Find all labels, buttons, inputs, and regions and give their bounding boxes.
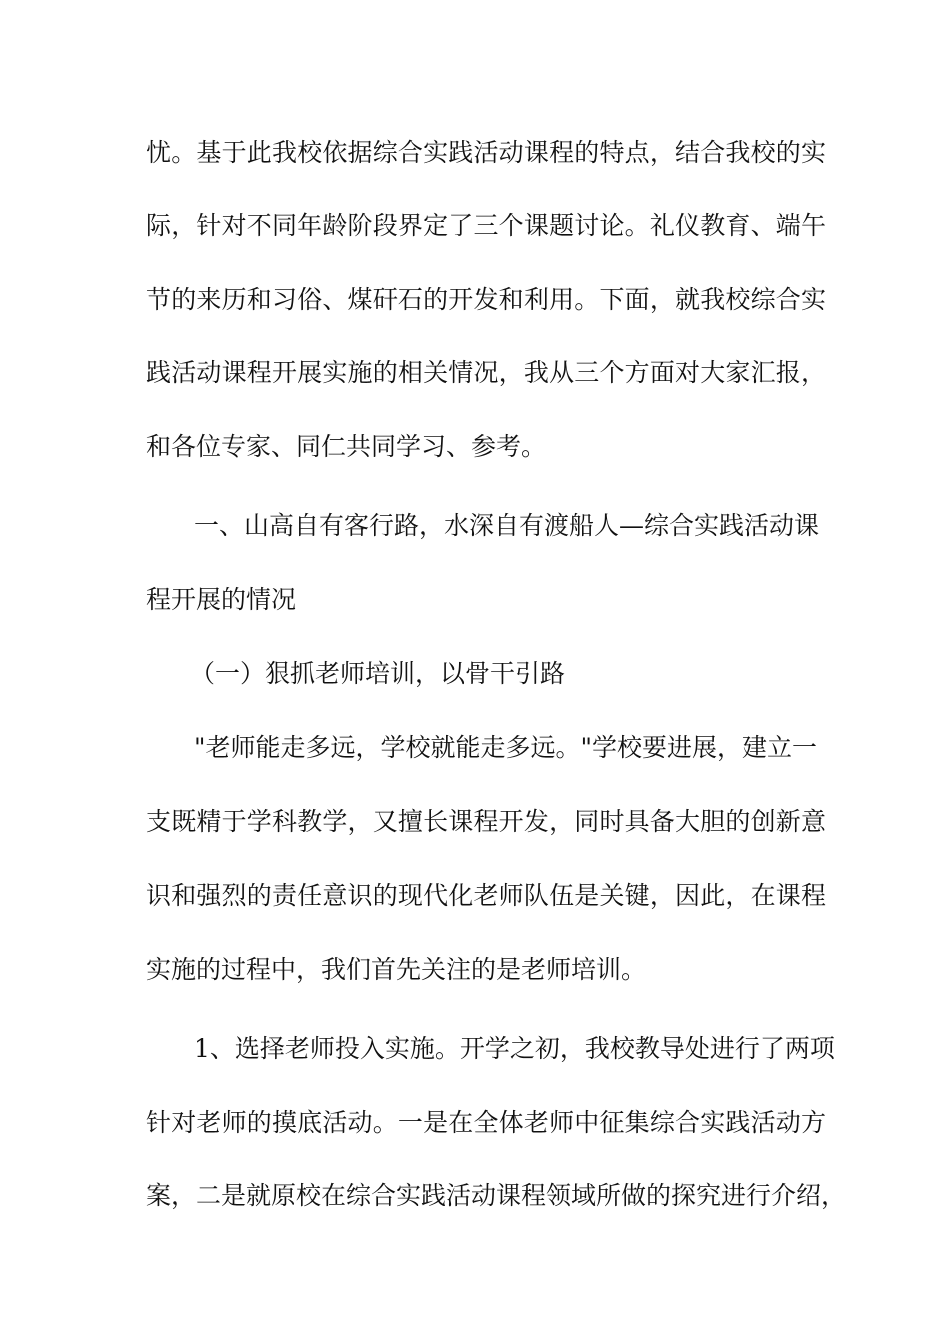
paragraph-line: 节的来历和习俗、煤矸石的开发和利用。下面，就我校综合实 [146, 285, 826, 314]
paragraph-line: 支既精于学科教学，又擅长课程开发，同时具备大胆的创新意 [146, 807, 826, 836]
paragraph-line: 实施的过程中，我们首先关注的是老师培训。 [146, 955, 647, 984]
section-heading-line: 程开展的情况 [146, 585, 297, 614]
paragraph-line: 针对老师的摸底活动。一是在全体老师中征集综合实践活动方 [146, 1108, 826, 1137]
subsection-heading: （一）狠抓老师培训，以骨干引路 [190, 659, 566, 688]
paragraph-line: 际，针对不同年龄阶段界定了三个课题讨论。礼仪教育、端午 [146, 211, 826, 240]
paragraph-line: 践活动课程开展实施的相关情况，我从三个方面对大家汇报， [146, 358, 826, 387]
paragraph-line: 案，二是就原校在综合实践活动课程领域所做的探究进行介绍， [146, 1181, 847, 1210]
paragraph-line: 和各位专家、同仁共同学习、参考。 [146, 432, 547, 461]
paragraph-line: 1、选择老师投入实施。开学之初，我校教导处进行了两项 [194, 1034, 835, 1063]
paragraph-line: 忧。基于此我校依据综合实践活动课程的特点，结合我校的实 [146, 138, 826, 167]
paragraph-line: 识和强烈的责任意识的现代化老师队伍是关键，因此，在课程 [146, 881, 826, 910]
paragraph-line: "老师能走多远，学校就能走多远。"学校要进展，建立一 [194, 733, 818, 762]
section-heading-line: 一、山高自有客行路，水深自有渡船人—综合实践活动课 [194, 511, 820, 540]
